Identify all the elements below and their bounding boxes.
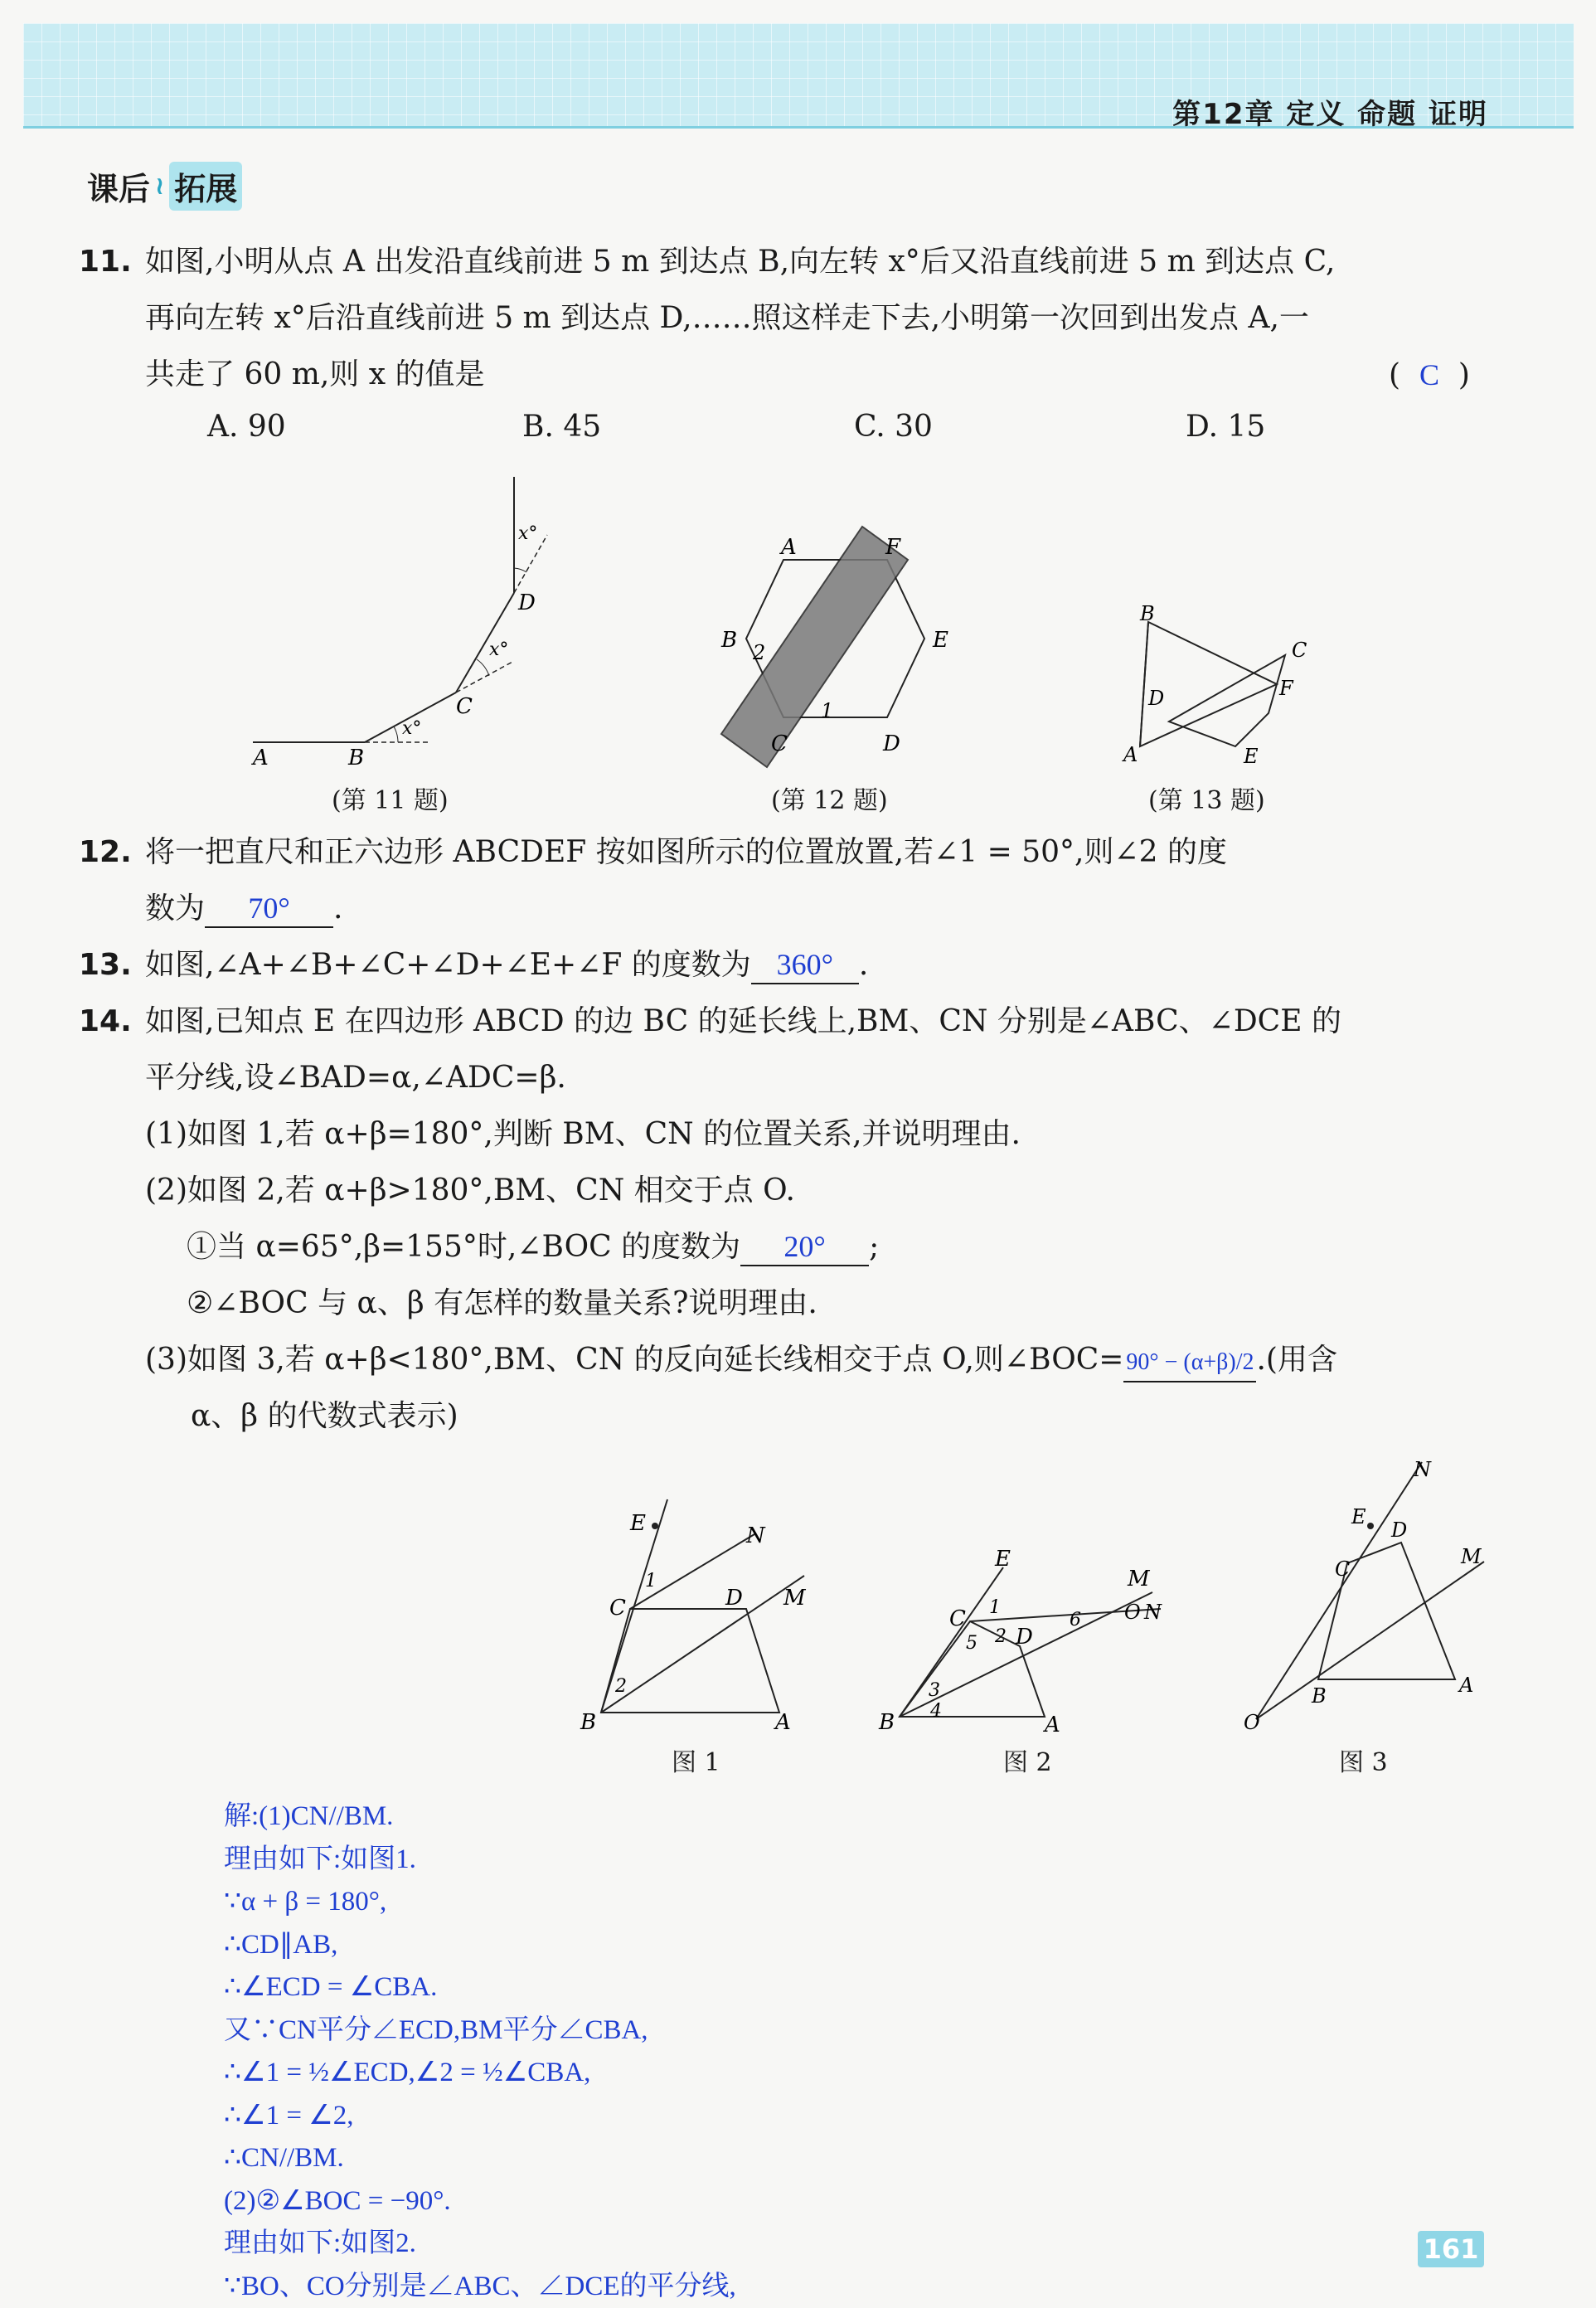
f13-label-d: D: [1147, 687, 1164, 710]
g2-label-b: B: [878, 1710, 895, 1733]
section-label: [87, 162, 242, 211]
f12-label-a: A: [779, 535, 797, 560]
g3-label-b: B: [1311, 1684, 1327, 1708]
q14-p3-pre: (3)如图 3,若 α+β<180°,BM、CN 的反向延长线相交于点 O,则∠BOC=: [145, 1343, 1123, 1377]
choice-d: D. 15: [1186, 410, 1265, 444]
solution-block: [224, 1795, 736, 2308]
q14-p2a-answer: 20°: [740, 1228, 869, 1266]
g1-label-m: M: [783, 1586, 807, 1611]
q11-answer: C: [1419, 358, 1439, 391]
g2-label-e: E: [994, 1547, 1011, 1572]
solution-line: (2)②∠BOC = −90°.: [224, 2180, 736, 2223]
q13-text: 如图,∠A+∠B+∠C+∠D+∠E+∠F 的度数为: [145, 948, 751, 982]
g1-label-b: B: [580, 1710, 596, 1735]
figure-q14-3: [1235, 1455, 1501, 1737]
question-number: 12.: [79, 824, 132, 881]
caption-fig1: 图 1: [672, 1742, 720, 1778]
g2-angle-4: 4: [929, 1701, 942, 1722]
f11-angle-x3: x°: [518, 523, 537, 544]
question-14: [145, 994, 1488, 1445]
q11-line1: 如图,小明从点 A 出发沿直线前进 5 m 到达点 B,向左转 x°后又沿直线前进 5 m 到达点 C,: [145, 234, 1488, 290]
choice-b: B. 45: [522, 410, 601, 444]
choice-c: C. 30: [854, 410, 933, 444]
g2-label-n: N: [1143, 1601, 1162, 1624]
q13-post: .: [859, 948, 868, 982]
g3-label-a: A: [1458, 1674, 1473, 1697]
q14-p3-answer: 90° − (α+β)/2: [1123, 1344, 1256, 1382]
g2-label-m: M: [1127, 1567, 1151, 1591]
solution-line: 解:(1)CN//BM.: [224, 1795, 736, 1839]
g2-label-o: O: [1124, 1601, 1141, 1624]
f12-label-d: D: [882, 731, 900, 756]
f11-label-b: B: [347, 746, 364, 770]
page-number-badge: 161: [1418, 2231, 1484, 2267]
f12-angle-2: 2: [752, 641, 765, 664]
q14-p2a-post: ;: [869, 1230, 879, 1264]
f11-angle-x2: x°: [489, 639, 508, 660]
figure-q14-1: [572, 1484, 821, 1742]
f11-angle-x1: x°: [402, 718, 421, 739]
q14-part3: [145, 1332, 1488, 1388]
q14-p2a-pre: ①当 α=65°,β=155°时,∠BOC 的度数为: [187, 1230, 740, 1264]
g2-angle-6: 6: [1070, 1610, 1081, 1630]
f13-label-c: C: [1292, 639, 1307, 662]
g2-angle-3: 3: [929, 1680, 940, 1701]
q14-part2a: [187, 1219, 1488, 1275]
q14-part1: (1)如图 1,若 α+β=180°,判断 BM、CN 的位置关系,并说明理由.: [145, 1106, 1488, 1163]
caption-13: (第 13 题): [1148, 780, 1265, 816]
q12-answer: 70°: [205, 890, 333, 928]
caption-fig2: 图 2: [1003, 1742, 1052, 1778]
g1-angle-2: 2: [614, 1676, 627, 1697]
question-13: [145, 937, 1488, 994]
f11-label-d: D: [517, 590, 536, 615]
q13-answer: 360°: [751, 946, 859, 984]
q14-part2b: ②∠BOC 与 α、β 有怎样的数量关系?说明理由.: [187, 1275, 1488, 1332]
wave-icon: ≀: [155, 172, 164, 201]
q12-line1: 将一把直尺和正六边形 ABCDEF 按如图所示的位置放置,若∠1 = 50°,则∠2 的度: [145, 824, 1488, 881]
g3-label-e: E: [1351, 1505, 1366, 1528]
q12-line2-post: .: [333, 892, 342, 926]
q11-line3: 共走了 60 m,则 x 的值是: [145, 357, 484, 391]
f13-label-e: E: [1243, 745, 1259, 768]
question-12: [145, 824, 1488, 937]
g3-label-d: D: [1390, 1518, 1407, 1542]
f12-angle-1: 1: [821, 699, 833, 722]
f13-label-a: A: [1122, 743, 1138, 766]
q12-line2-pre: 数为: [145, 892, 205, 926]
q14-line1: 如图,已知点 E 在四边形 ABCD 的边 BC 的延长线上,BM、CN 分别是∠ABC、∠DCE 的: [145, 994, 1488, 1050]
caption-12: (第 12 题): [771, 780, 888, 816]
f13-label-f: F: [1278, 677, 1294, 700]
f12-label-e: E: [932, 628, 948, 653]
solution-line: 理由如下:如图1.: [224, 1839, 736, 1882]
caption-11: (第 11 题): [332, 780, 449, 816]
caption-fig3: 图 3: [1339, 1742, 1388, 1778]
f12-label-f: F: [885, 535, 901, 560]
figure-12: [705, 514, 978, 771]
paren-close: ): [1458, 358, 1470, 392]
q14-line2: 平分线,设∠BAD=α,∠ADC=β.: [145, 1050, 1488, 1106]
figure-11: [240, 464, 589, 780]
f12-label-c: C: [771, 731, 788, 756]
g3-label-n: N: [1413, 1458, 1432, 1481]
answer-paren: [1389, 347, 1470, 404]
question-number: 11.: [79, 234, 132, 290]
g3-label-m: M: [1460, 1545, 1482, 1568]
g1-label-n: N: [745, 1523, 766, 1548]
figure-q14-2: [871, 1543, 1177, 1733]
solution-line: ∴∠1 = ∠2,: [224, 2095, 736, 2138]
section-prefix: 课后: [87, 163, 150, 209]
solution-line: ∴CD∥AB,: [224, 1924, 736, 1967]
g1-label-e: E: [629, 1511, 646, 1536]
solution-line: ∴∠1 = ½∠ECD,∠2 = ½∠CBA,: [224, 2052, 736, 2095]
solution-line: ∴CN//BM.: [224, 2137, 736, 2180]
q11-line3-row: [145, 347, 1488, 403]
g3-label-o: O: [1244, 1711, 1260, 1734]
solution-line: ∵α + β = 180°,: [224, 1881, 736, 1924]
chapter-title: 第12章 定义 命题 证明: [1172, 91, 1488, 132]
question-number: 13.: [79, 937, 132, 994]
q12-line2: [145, 881, 1488, 937]
question-11: [145, 234, 1488, 403]
choice-a: A. 90: [207, 410, 286, 444]
q14-part3-line2: α、β 的代数式表示): [191, 1388, 1488, 1445]
g1-angle-1: 1: [645, 1571, 657, 1591]
g3-label-c: C: [1335, 1557, 1350, 1581]
f11-label-a: A: [251, 746, 269, 770]
q14-part2: (2)如图 2,若 α+β>180°,BM、CN 相交于点 O.: [145, 1163, 1488, 1219]
solution-line: 理由如下:如图2.: [224, 2223, 736, 2266]
g2-label-d: D: [1015, 1625, 1033, 1650]
g2-angle-5: 5: [966, 1633, 977, 1654]
q11-line2: 再向左转 x°后沿直线前进 5 m 到达点 D,……照这样走下去,小明第一次回到出发点 A,一: [145, 290, 1488, 347]
g2-angle-1: 1: [989, 1597, 1001, 1618]
g1-label-c: C: [609, 1596, 626, 1620]
paren-open: (: [1389, 358, 1400, 392]
g2-label-a: A: [1043, 1713, 1060, 1733]
f11-label-c: C: [456, 694, 473, 719]
question-number: 14.: [79, 994, 132, 1050]
g1-label-d: D: [725, 1586, 743, 1611]
f12-label-b: B: [720, 628, 737, 653]
solution-line: 又∵CN平分∠ECD,BM平分∠CBA,: [224, 2009, 736, 2053]
g1-label-a: A: [774, 1710, 791, 1735]
section-highlight: 拓展: [169, 162, 242, 211]
figure-13: [1111, 597, 1335, 780]
f13-label-b: B: [1139, 602, 1155, 625]
g2-angle-2: 2: [994, 1626, 1007, 1647]
solution-line: ∵BO、CO分别是∠ABC、∠DCE的平分线,: [224, 2266, 736, 2308]
q14-p3-post: .(用含: [1256, 1343, 1337, 1377]
g2-label-c: C: [949, 1606, 966, 1631]
solution-line: ∴∠ECD = ∠CBA.: [224, 1966, 736, 2009]
